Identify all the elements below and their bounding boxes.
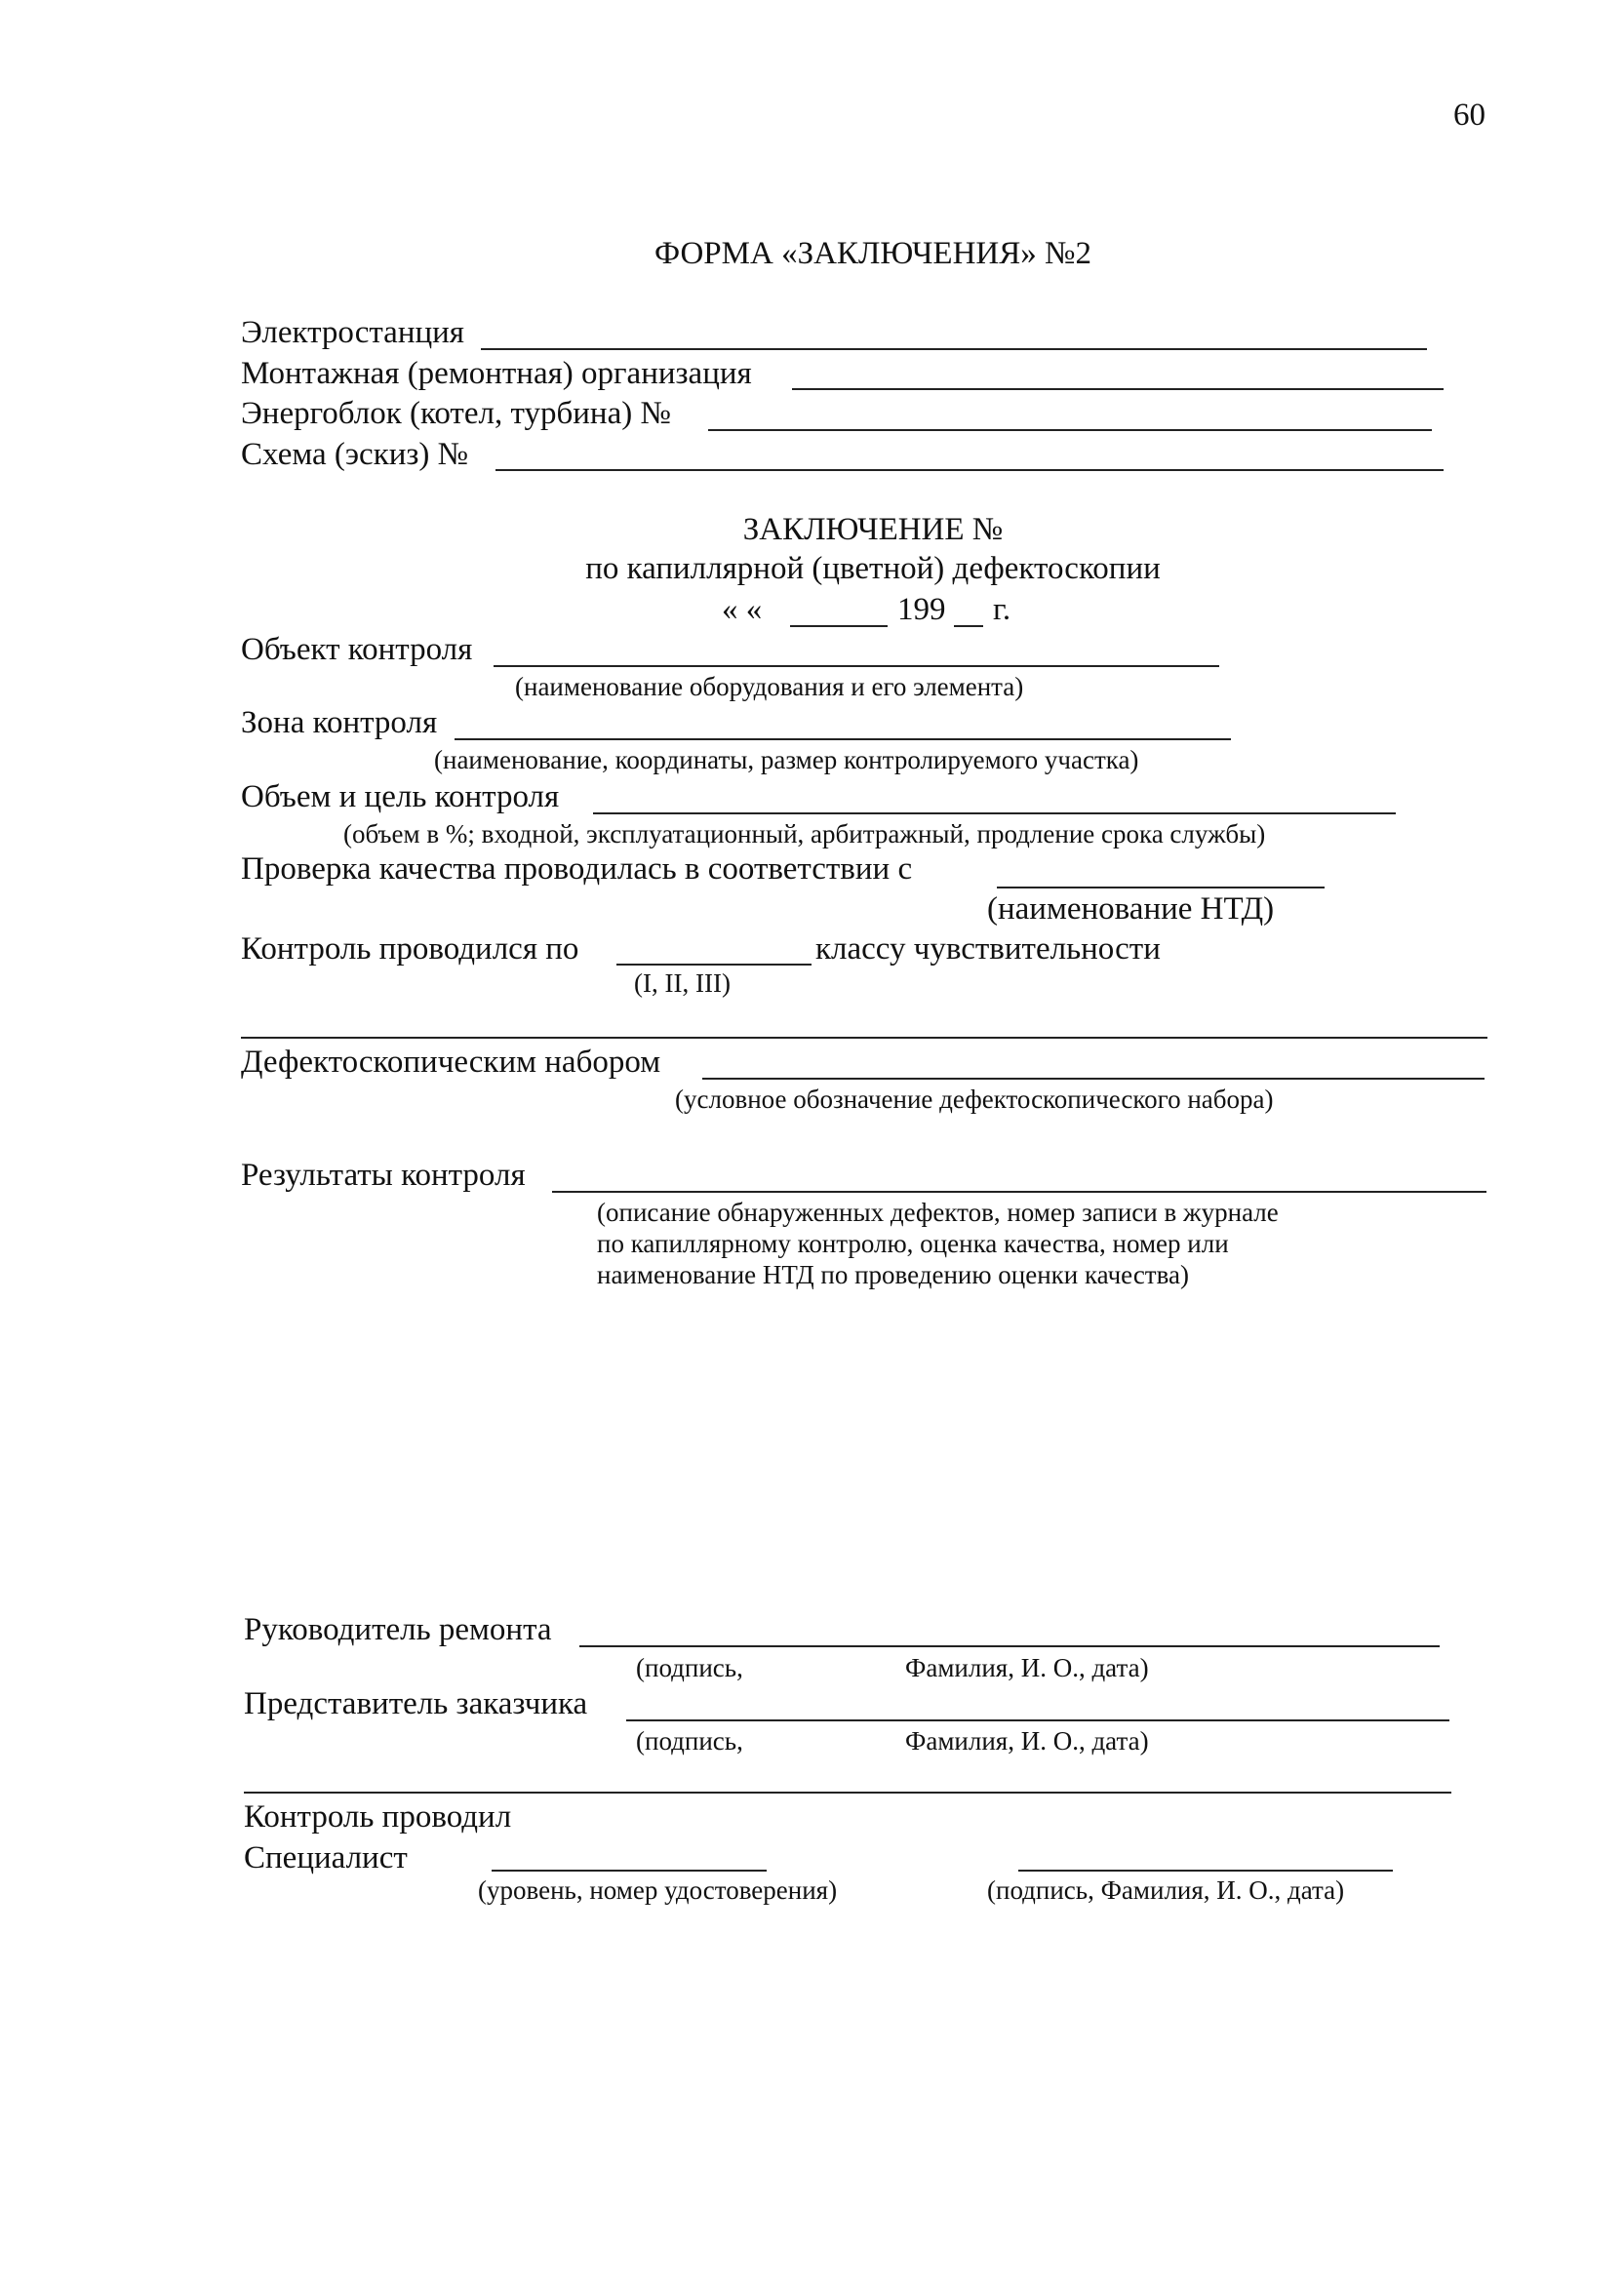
power-station-field[interactable]: [481, 348, 1427, 350]
sensitivity-class-hint: (I, II, III): [634, 968, 731, 998]
date-suffix: г.: [993, 592, 1011, 627]
specialist-sign-name-hint: (подпись, Фамилия, И. О., дата): [987, 1875, 1345, 1905]
customer-rep-sign-hint: (подпись,: [636, 1726, 743, 1756]
control-zone-field[interactable]: [455, 738, 1231, 740]
scheme-label: Схема (эскиз) №: [241, 437, 469, 472]
specialist-level-hint: (уровень, номер удостоверения): [478, 1875, 838, 1905]
defect-kit-label: Дефектоскопическим набором: [241, 1045, 661, 1080]
repair-head-sign-hint: (подпись,: [636, 1653, 743, 1682]
conclusion-subtitle: по капиллярной (цветной) дефектоскопии: [585, 551, 1161, 586]
results-hint-3: наименование НТД по проведению оценки качества): [597, 1260, 1189, 1289]
organization-field[interactable]: [792, 388, 1444, 390]
defect-kit-field[interactable]: [702, 1078, 1485, 1080]
volume-purpose-field[interactable]: [593, 812, 1396, 814]
specialist-level-field[interactable]: [492, 1870, 767, 1872]
control-object-label: Объект контроля: [241, 632, 473, 667]
results-hint-1: (описание обнаруженных дефектов, номер записи в журнале: [597, 1198, 1279, 1227]
sensitivity-class-field[interactable]: [616, 964, 812, 966]
blank-line-2[interactable]: [244, 1792, 1451, 1794]
date-year-field[interactable]: [954, 625, 983, 627]
results-hint-2: по капиллярному контролю, оценка качества, номер или: [597, 1229, 1229, 1258]
date-day-month-field[interactable]: [790, 625, 888, 627]
volume-purpose-label: Объем и цель контроля: [241, 779, 560, 814]
power-unit-label: Энергоблок (котел, турбина) №: [241, 396, 671, 431]
results-label: Результаты контроля: [241, 1158, 526, 1193]
blank-line-1[interactable]: [241, 1037, 1487, 1039]
quality-check-label: Проверка качества проводилась в соответствии с: [241, 851, 913, 887]
control-zone-label: Зона контроля: [241, 705, 438, 740]
power-unit-field[interactable]: [708, 429, 1432, 431]
customer-rep-name-hint: Фамилия, И. О., дата): [905, 1726, 1149, 1756]
scheme-field[interactable]: [495, 469, 1444, 471]
form-title: ФОРМА «ЗАКЛЮЧЕНИЯ» №2: [654, 236, 1091, 271]
page-number: 60: [1453, 98, 1485, 133]
repair-head-signature-field[interactable]: [579, 1645, 1440, 1647]
control-object-hint: (наименование оборудования и его элемента): [515, 672, 1024, 701]
organization-label: Монтажная (ремонтная) организация: [241, 356, 752, 391]
customer-rep-label: Представитель заказчика: [244, 1686, 588, 1721]
control-by-label: Контроль проводился по: [241, 931, 579, 967]
date-year: 199: [897, 592, 946, 627]
results-field[interactable]: [552, 1191, 1486, 1193]
control-object-field[interactable]: [494, 665, 1219, 667]
quality-check-hint: (наименование НТД): [987, 891, 1275, 927]
repair-head-name-hint: Фамилия, И. О., дата): [905, 1653, 1149, 1682]
specialist-label: Специалист: [244, 1840, 408, 1875]
quality-check-field[interactable]: [997, 887, 1325, 888]
defect-kit-hint: (условное обозначение дефектоскопического набора): [675, 1085, 1274, 1114]
volume-purpose-hint: (объем в %; входной, эксплуатационный, арбитражный, продление срока службы): [343, 819, 1266, 849]
conclusion-title: ЗАКЛЮЧЕНИЕ №: [742, 512, 1004, 547]
power-station-label: Электростанция: [241, 315, 464, 350]
date-quotes: « «: [722, 592, 763, 627]
customer-rep-signature-field[interactable]: [626, 1719, 1449, 1721]
specialist-signature-field[interactable]: [1018, 1870, 1393, 1872]
control-done-label: Контроль проводил: [244, 1799, 512, 1835]
repair-head-label: Руководитель ремонта: [244, 1612, 552, 1647]
sensitivity-class-label: классу чувствительности: [815, 931, 1161, 967]
control-zone-hint: (наименование, координаты, размер контролируемого участка): [434, 745, 1139, 774]
